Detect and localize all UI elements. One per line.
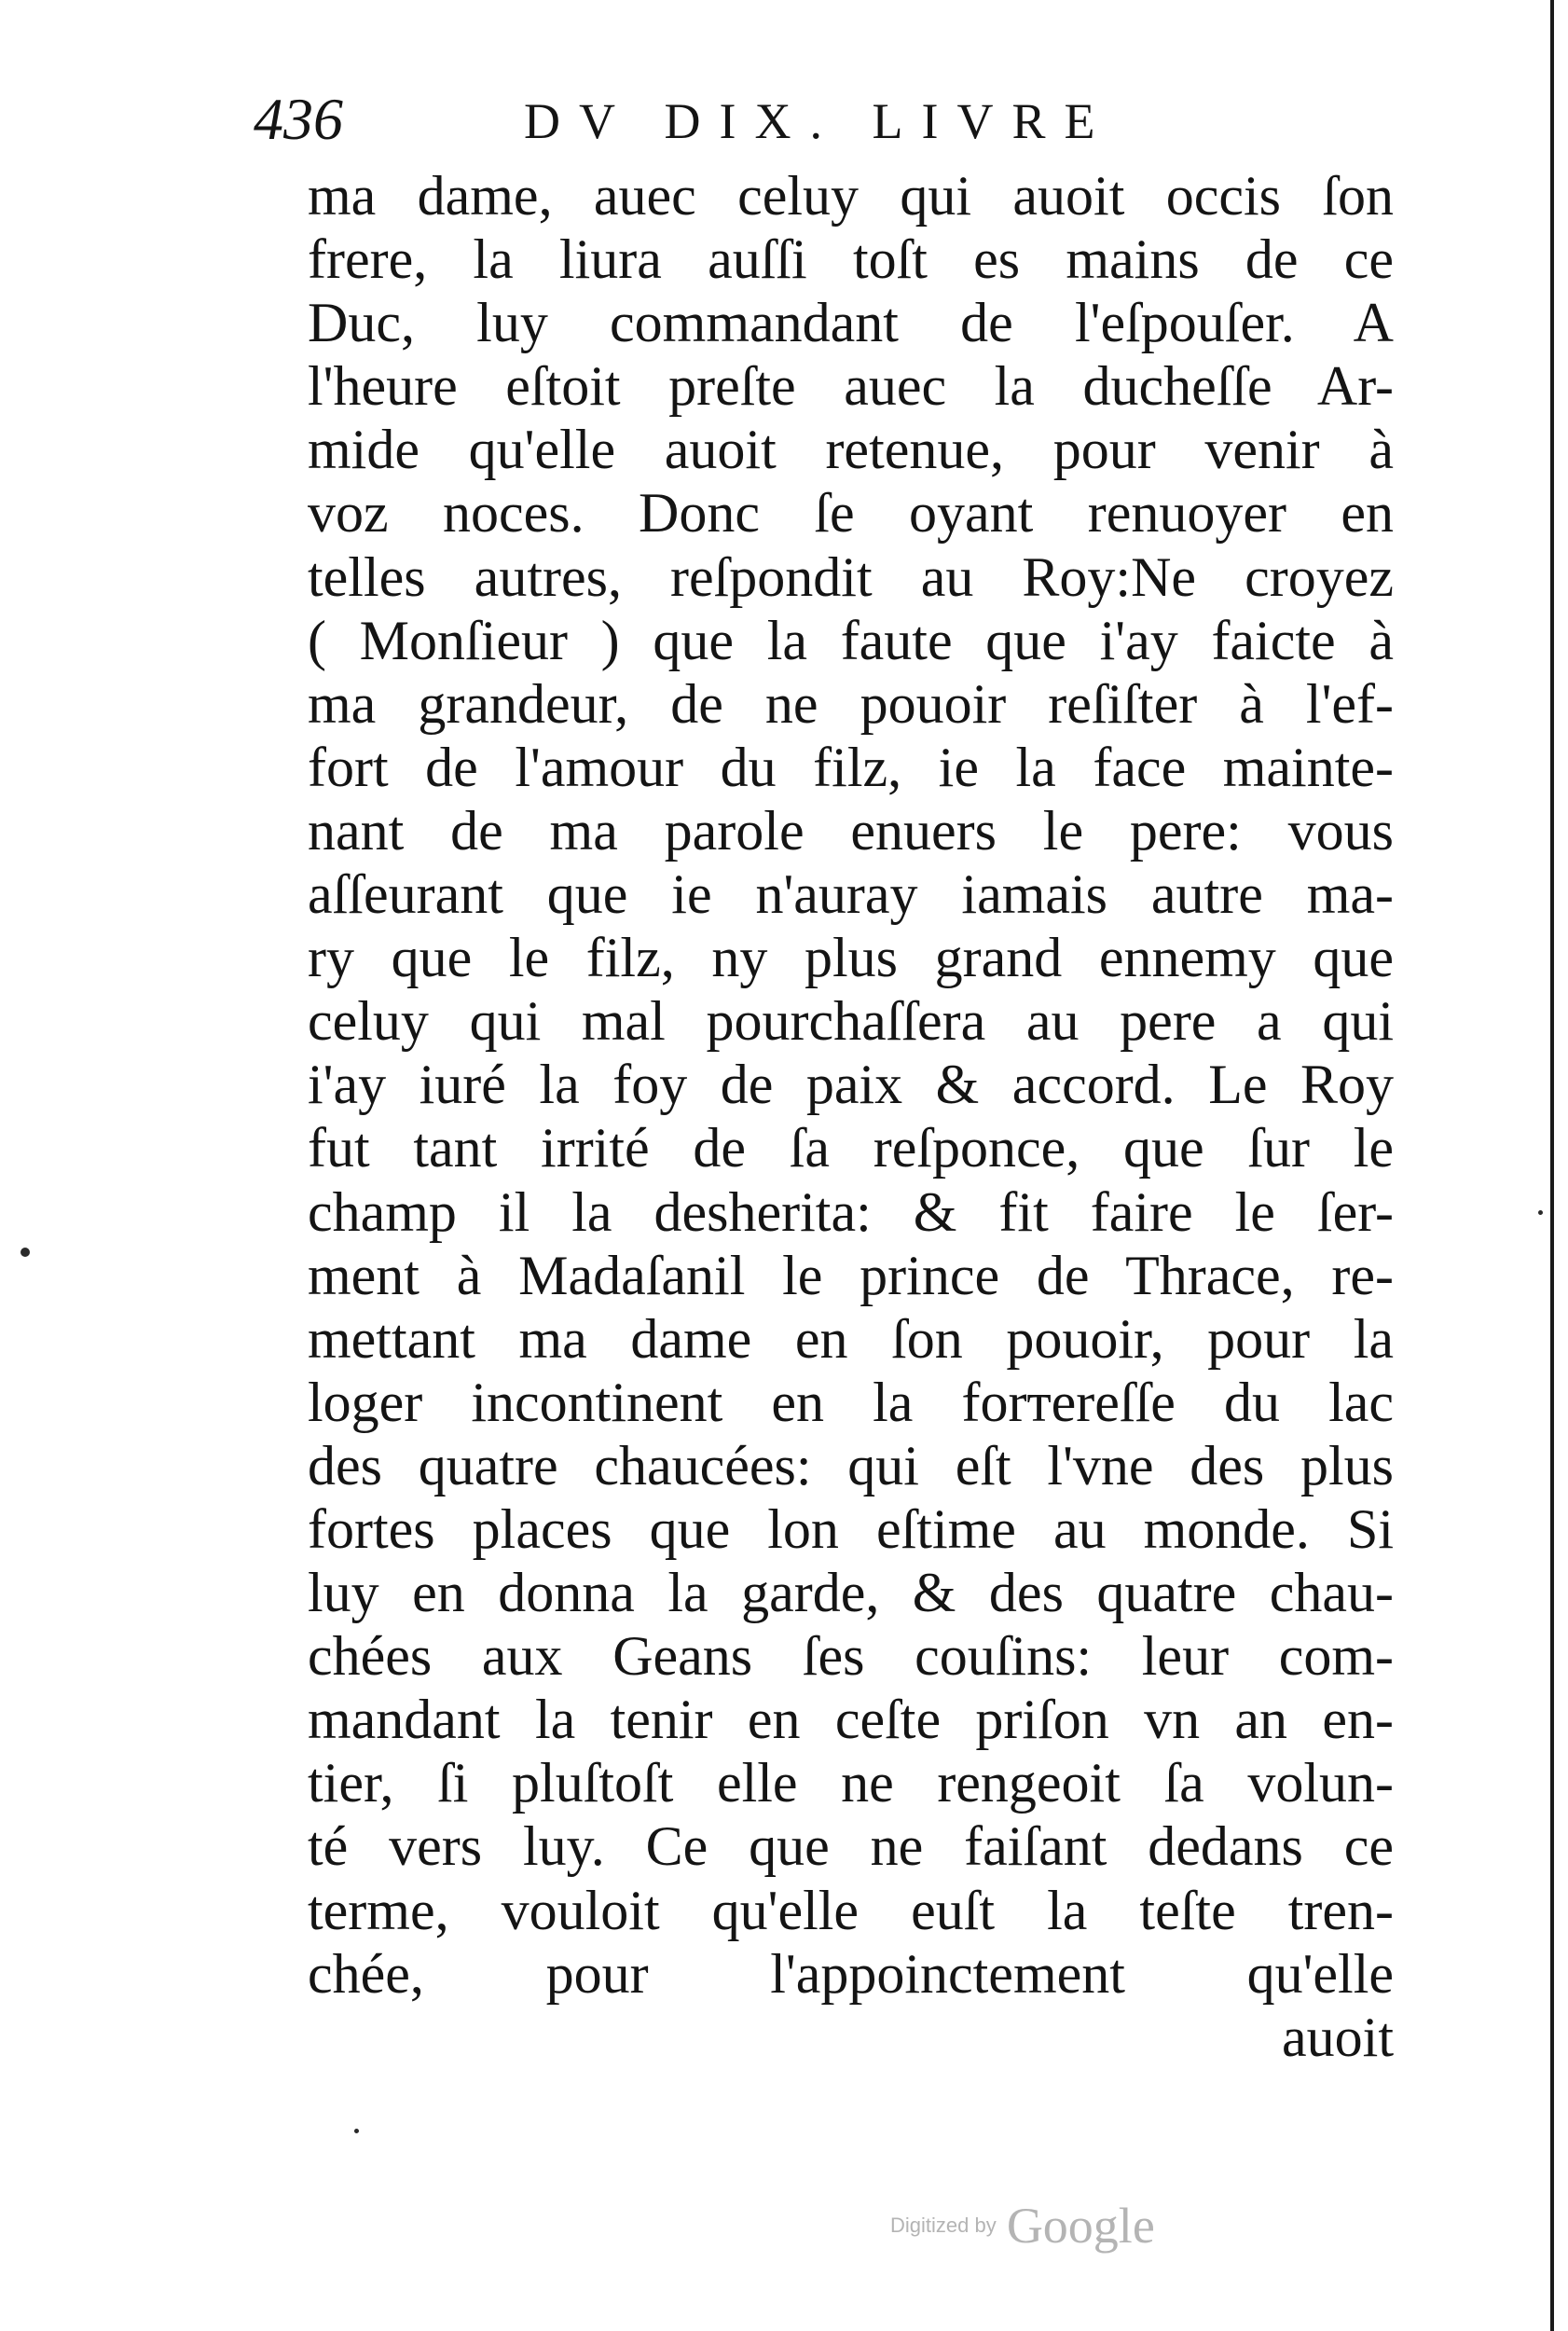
text-line: voz noces. Donc ſe oyant renuoyer en (308, 482, 1394, 545)
text-line: champ il la desherita: & fit faire le ſer- (308, 1180, 1394, 1243)
text-line: frere, la liura auſſi toſt es mains de ce (308, 228, 1394, 291)
text-line: ry que le filz, ny plus grand ennemy que (308, 927, 1394, 989)
text-line: ma dame, auec celuy qui auoit occis ſon (308, 165, 1394, 227)
page-number: 436 (254, 86, 343, 152)
text-line: mide qu'elle auoit retenue, pour venir à (308, 419, 1394, 481)
ink-speck (21, 1248, 30, 1257)
catchword: auoit (1282, 2006, 1394, 2068)
text-line: ment à Madaſanil le prince de Thrace, re- (308, 1244, 1394, 1306)
text-line: terme, vouloit qu'elle euſt la teſte tren- (308, 1879, 1394, 1941)
page-edge-rule (1550, 0, 1554, 2331)
text-line: Duc, luy commandant de l'eſpouſer. A (308, 292, 1394, 354)
text-line: chées aux Geans ſes couſins: leur com- (308, 1625, 1394, 1688)
text-line: mettant ma dame en ſon pouoir, pour la (308, 1307, 1394, 1370)
running-head: DV DIX. LIVRE (524, 93, 1114, 149)
text-line: ( Monſieur ) que la faute que i'ay faicte à (308, 609, 1394, 671)
text-line: chée, pour l'appoinctement qu'elle (308, 1942, 1394, 2005)
text-line: l'heure eſtoit preſte auec la ducheſſe Ar- (308, 355, 1394, 418)
text-line: mandant la tenir en ceſte priſon vn an en- (308, 1689, 1394, 1751)
text-line: celuy qui mal pourchaſſera au pere a qui (308, 990, 1394, 1053)
text-line: luy en donna la garde, & des quatre chau- (308, 1562, 1394, 1624)
text-line: telles autres, reſpondit au Roy:Ne croyez (308, 545, 1394, 608)
ink-speck (1538, 1210, 1543, 1215)
text-line: té vers luy. Ce que ne faiſant dedans ce (308, 1815, 1394, 1878)
text-line: des quatre chaucées: qui eſt l'vne des plus (308, 1434, 1394, 1497)
text-line: fort de l'amour du filz, ie la face mainte- (308, 736, 1394, 798)
text-line: nant de ma parole enuers le pere: vous (308, 799, 1394, 862)
text-line: aſſeurant que ie n'auray iamais autre ma- (308, 863, 1394, 926)
text-line: fortes places que lon eſtime au monde. Si (308, 1497, 1394, 1560)
text-line: ma grandeur, de ne pouoir reſiſter à l'ef- (308, 672, 1394, 735)
watermark-brand: Google (1006, 2198, 1155, 2254)
text-line: tier, ſi pluſtoſt elle ne rengeoit ſa volun- (308, 1752, 1394, 1814)
text-line: loger incontinent en la forтereſſe du lac (308, 1371, 1394, 1433)
text-line: fut tant irrité de ſa reſponce, que ſur le (308, 1117, 1394, 1179)
ink-speck (354, 2129, 359, 2133)
watermark-prefix: Digitized by (890, 2214, 997, 2237)
digitization-watermark (890, 2197, 1282, 2253)
page-header (254, 82, 1186, 166)
text-line: i'ay iuré la foy de paix & accord. Le Roy (308, 1054, 1394, 1116)
body-text (308, 164, 1394, 2069)
